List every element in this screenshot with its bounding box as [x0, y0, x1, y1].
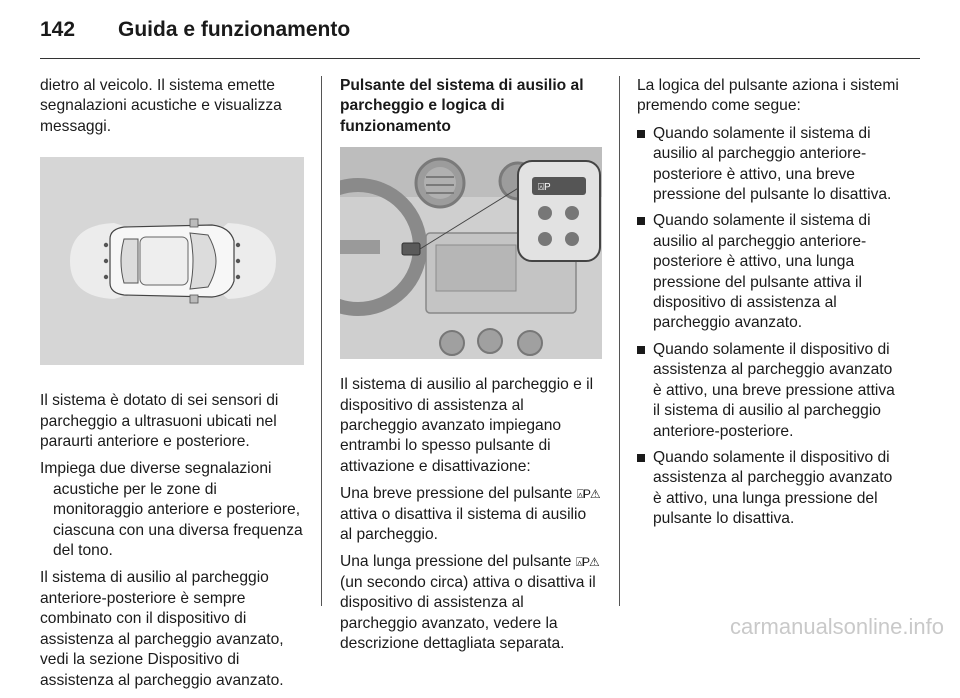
page-header — [40, 18, 920, 58]
dashboard-button-illustration — [340, 147, 602, 359]
column-divider-2 — [619, 76, 620, 606]
list-item-text: Quando solamente il dispositivo di assistenza al parcheggio avanzato è attivo, una breve pressione attiva il sistema di ausilio al parcheggio anteriore-posteriore. — [653, 340, 895, 440]
page-title: Guida e funzionamento — [118, 18, 351, 41]
parking-sensor-illustration — [40, 157, 304, 365]
paragraph-logic-intro: La logica del pulsante aziona i sistemi premendo come segue: — [637, 77, 899, 115]
list-item — [637, 340, 905, 442]
header-rule — [40, 58, 920, 59]
bullet-square-icon — [637, 217, 645, 225]
paragraph-short-press — [340, 484, 602, 545]
logic-list — [637, 124, 905, 530]
svg-text:⍓P: ⍓P — [538, 182, 551, 194]
short-press-text-b: attiva o disattiva il sistema di ausilio al parcheggio. — [340, 505, 587, 544]
column-divider-1 — [321, 76, 322, 606]
paragraph-sensors: Il sistema è dotato di sei sensori di parcheggio a ultrasuoni ubicati nel paraurti anteriore e posteriore. — [40, 392, 279, 451]
paragraph-intro: dietro al veicolo. Il sistema emette segnalazioni acustiche e visualizza messaggi. — [40, 77, 282, 135]
bullet-square-icon — [637, 346, 645, 354]
column-2 — [340, 76, 602, 662]
bullet-square-icon — [637, 454, 645, 462]
watermark: carmanualsonline.info — [729, 614, 944, 639]
list-item-text: Quando solamente il sistema di ausilio al parcheggio anteriore-posteriore è attivo, una breve pressione del pulsante lo disattiva. — [653, 124, 892, 204]
long-press-text-a: Una lunga pressione del pulsante — [340, 553, 572, 571]
car-top-view-icon — [40, 157, 304, 365]
parking-button-icon: ⍓P⚠ — [576, 487, 600, 502]
list-item — [637, 448, 905, 530]
section-heading: Pulsante del sistema di ausilio al parcheggio e logica di funzionamento — [340, 77, 584, 135]
list-item — [637, 211, 905, 333]
dashboard-icon — [340, 147, 602, 359]
paragraph-long-press — [340, 552, 602, 654]
parking-button-icon: ⍓P⚠ — [575, 555, 599, 570]
column-1 — [40, 76, 306, 698]
list-item — [637, 124, 905, 206]
column-3 — [637, 76, 905, 536]
page-number: 142 — [40, 18, 76, 41]
list-item-text: Quando solamente il sistema di ausilio al parcheggio anteriore-posteriore è attivo, una lunga pressione del pulsante attiva il dispositivo di assistenza al parcheggio avanzato. — [653, 212, 871, 332]
bullet-square-icon — [637, 130, 645, 138]
long-press-text-b: (un secondo circa) attiva o disattiva il dispositivo di assistenza al parcheggio avanzato, vedere la descrizione dettagliata separata. — [340, 573, 596, 653]
short-press-text-a: Una breve pressione del pulsante — [340, 485, 573, 503]
paragraph-combined: Il sistema di ausilio al parcheggio anteriore-posteriore è sempre combinato con il dispositivo di assistenza al parcheggio avanzato, vedi la sezione Dispositivo di assistenza al parcheggio avanzato. — [40, 569, 284, 689]
list-item-text: Quando solamente il dispositivo di assistenza al parcheggio avanzato è attivo, una lunga pressione del pulsante lo disattiva. — [653, 448, 893, 528]
paragraph-signals: Impiega due diverse segnalazioni acustiche per le zone di monitoraggio anteriore e posteriore, ciascuna con una diversa frequenza del tono. — [40, 460, 303, 560]
paragraph-shared-button: Il sistema di ausilio al parcheggio e il dispositivo di assistenza al parcheggio avanzato impiegano entrambi lo spesso pulsante di attivazione e disattivazione: — [340, 376, 594, 475]
